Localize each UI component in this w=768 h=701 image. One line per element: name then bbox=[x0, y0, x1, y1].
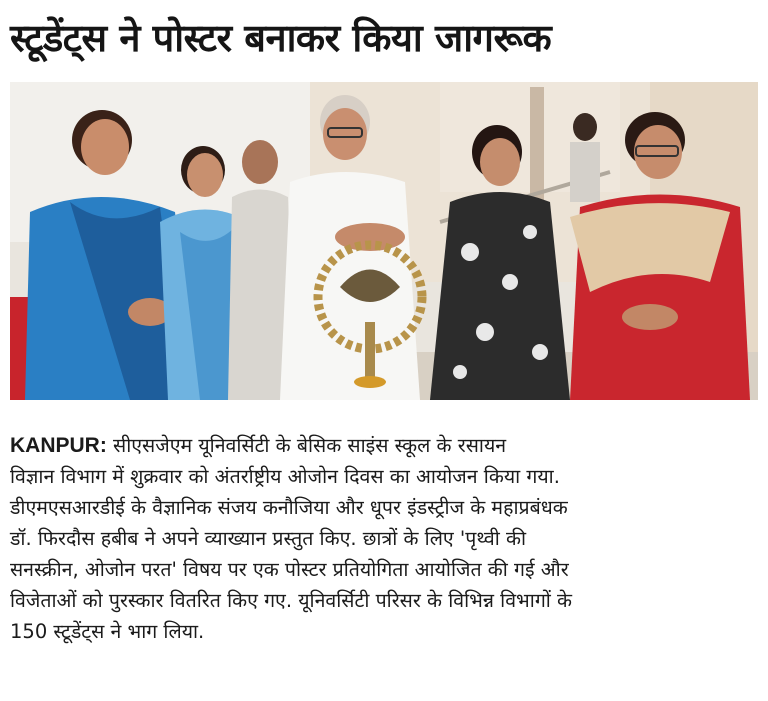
news-photo bbox=[10, 82, 758, 400]
article-line-7: 150 स्टूडेंट्स ने भाग लिया. bbox=[10, 620, 205, 643]
article-text-1: सीएसजेएम यूनिवर्सिटी के बेसिक साइंस स्कूल के रसायन bbox=[106, 434, 507, 457]
article-line-5: सनस्क्रीन, ओजोन परत' विषय पर एक पोस्टर प्रतियोगिता आयोजित की गई और bbox=[10, 558, 569, 581]
article-body bbox=[10, 430, 758, 647]
article-line-4: डॉ. फिरदौस हबीब ने अपने व्याख्यान प्रस्तुत किए. छात्रों के लिए 'पृथ्वी की bbox=[10, 527, 526, 550]
photo-illustration bbox=[10, 82, 758, 400]
headline: स्टूडेंट्स ने पोस्टर बनाकर किया जागरूक bbox=[10, 16, 552, 60]
article-line-1 bbox=[10, 430, 758, 461]
dateline: KANPUR: bbox=[10, 434, 107, 457]
article-line-2: विज्ञान विभाग में शुक्रवार को अंतर्राष्ट्रीय ओजोन दिवस का आयोजन किया गया. bbox=[10, 465, 560, 488]
article-line-6: विजेताओं को पुरस्कार वितरित किए गए. यूनिवर्सिटी परिसर के विभिन्न विभागों के bbox=[10, 589, 573, 612]
article-line-3: डीएमएसआरडीई के वैज्ञानिक संजय कनौजिया और धूपर इंडस्ट्रीज के महाप्रबंधक bbox=[10, 496, 568, 519]
